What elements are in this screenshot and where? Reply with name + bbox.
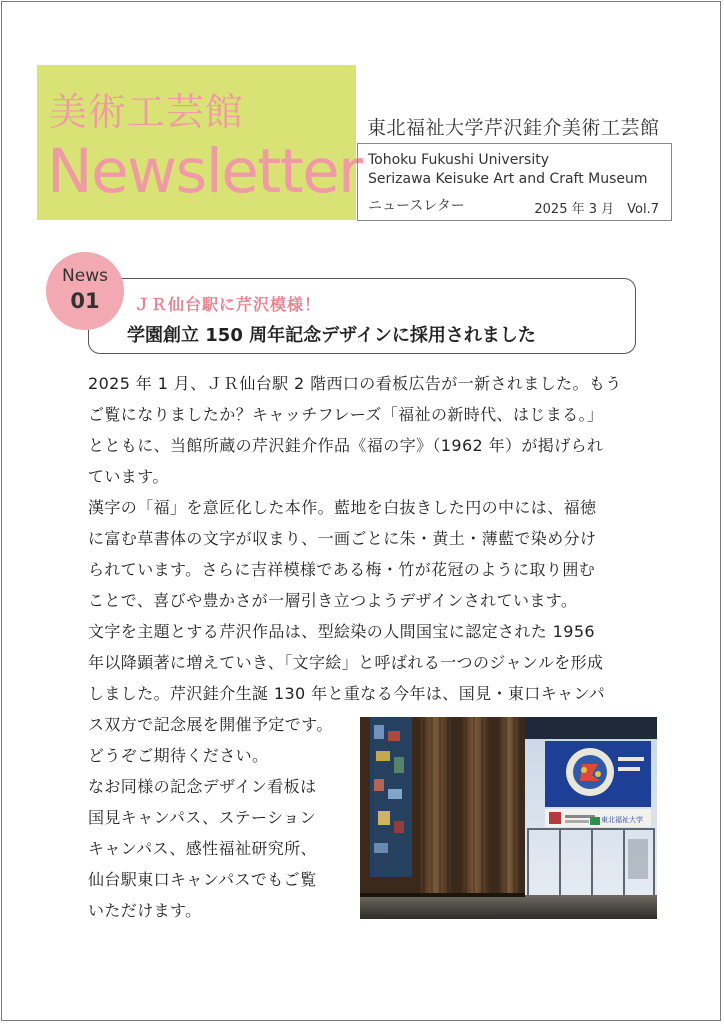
news-headline-2: 学園創立 150 周年記念デザインに採用されました	[127, 325, 536, 346]
news-badge	[46, 252, 124, 330]
article-body-side	[88, 709, 353, 926]
newsletter-page	[1, 1, 721, 1021]
article-line: 仙台駅東口キャンパスでもご覧	[88, 870, 317, 889]
article-body	[88, 368, 668, 709]
issue-date: 2025 年 3 月 Vol.7	[534, 202, 659, 217]
museum-name-en-2: Serizawa Keisuke Art and Craft Museum	[368, 171, 648, 187]
article-line: どうぞご期待ください。	[88, 746, 269, 765]
article-line: キャンパス、感性福祉研究所、	[88, 839, 317, 858]
masthead-title-ja: 美術工芸館	[49, 90, 245, 134]
article-line: ご覧になりましたか？キャッチフレーズ「福祉の新時代、はじまる。」	[88, 405, 604, 424]
article-line: ことで、喜びや豊かさが一層引き立つようデザインされています。	[88, 591, 578, 610]
article-line: しました。芹沢銈介生誕 130 年と重なる今年は、国見・東口キャンパ	[88, 684, 606, 703]
photo-sign-text: 東北福祉大学	[601, 816, 643, 824]
article-line: ス双方で記念展を開催予定です。	[88, 715, 333, 734]
museum-name-ja: 東北福祉大学芹沢銈介美術工芸館	[367, 117, 660, 139]
article-line: 2025 年 1 月、ＪＲ仙台駅 2 階西口の看板広告が一新されました。もう	[88, 374, 622, 393]
museum-name-en-1: Tohoku Fukushi University	[368, 152, 550, 168]
article-line: 漢字の「福」を意匠化した本作。藍地を白抜きした円の中には、福徳	[88, 498, 597, 517]
article-line: られています。さらに吉祥模様である梅・竹が花冠のように取り囲む	[88, 560, 596, 579]
article-line: なお同様の記念デザイン看板は	[88, 777, 317, 796]
news-badge-label: News	[62, 266, 108, 286]
article-line: に富む草書体の文字が収まり、一画ごとに朱・黄土・薄藍で染め分け	[88, 529, 597, 548]
station-photo-illustration	[360, 717, 657, 919]
news-badge-number: 01	[70, 289, 100, 313]
station-photo	[360, 717, 657, 919]
issue-info-box	[357, 143, 672, 221]
article-line: いただけます。	[88, 901, 202, 920]
newsletter-label-ja: ニュースレター	[368, 198, 465, 214]
news-headline-1: ＪＲ仙台駅に芹沢模様！	[134, 295, 322, 314]
article-line: ています。	[88, 467, 169, 486]
article-line: 国見キャンパス、ステーション	[88, 808, 317, 827]
masthead-title-en: Newsletter	[47, 136, 362, 207]
article-line: とともに、当館所蔵の芹沢銈介作品《福の字》（1962 年）が掲げられ	[88, 436, 604, 455]
news-headline-box	[88, 278, 636, 354]
masthead-banner	[37, 65, 362, 220]
article-line: 文字を主題とする芹沢作品は、型絵染の人間国宝に認定された 1956	[88, 622, 596, 641]
article-line: 年以降顕著に増えていき、「文字絵」と呼ばれる一つのジャンルを形成	[88, 653, 604, 672]
